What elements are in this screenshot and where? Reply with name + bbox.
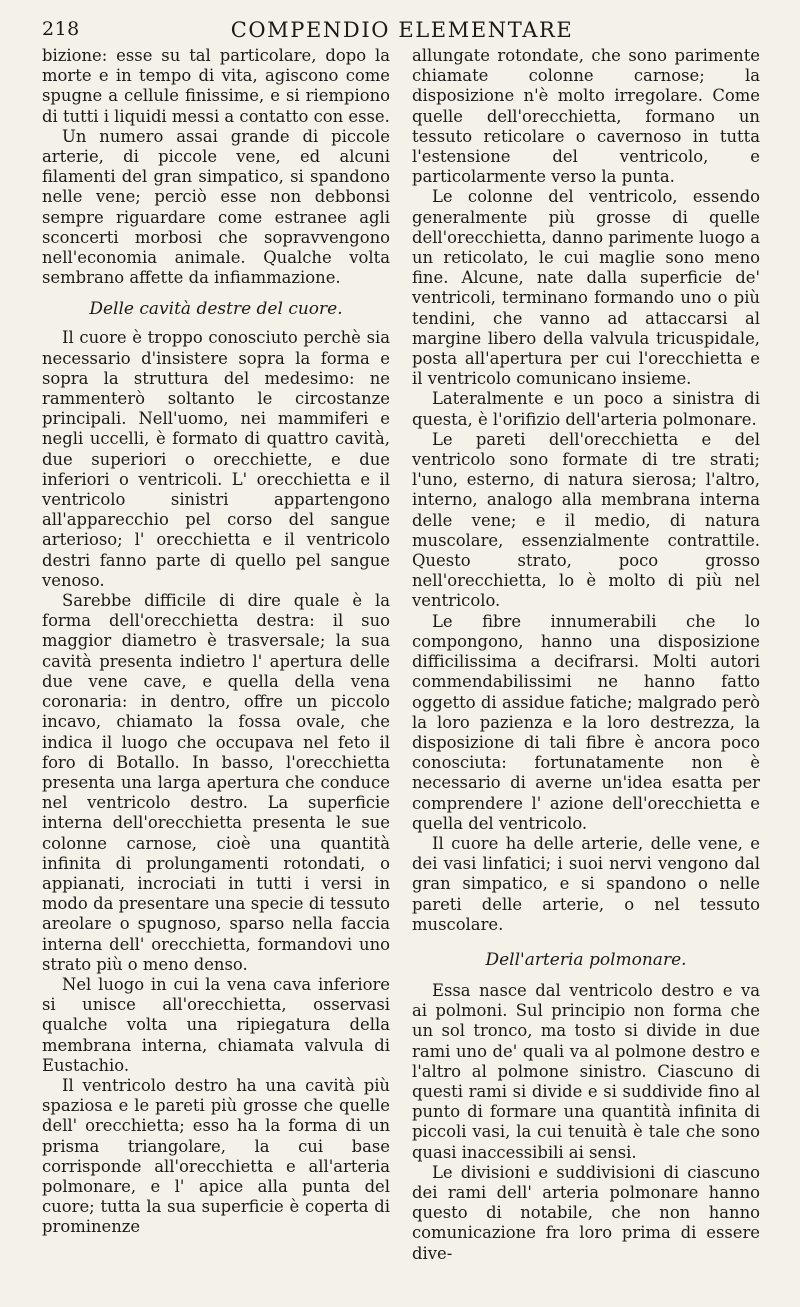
running-head — [42, 18, 762, 48]
paragraph: bizione: esse su tal particolare, dopo la morte e in tempo di vita, agiscono come spugne a cellule finissime, e si riempiono di tutti i liquidi messi a contatto con esse. — [42, 46, 390, 126]
paragraph: Un numero assai grande di piccole arterie, di piccole vene, ed alcuni filamenti del gran simpatico, si spandono nelle vene; perciò esse non debbonsi sempre riguardare come estranee agli sconcerti morbosi che sopravvengono nell'economia animale. Qualche volta sembrano affette da infiammazione. — [42, 126, 390, 288]
paragraph: Il cuore ha delle arterie, delle vene, e dei vasi linfatici; i suoi nervi vengono dal gran simpatico, e si spandono o nelle pareti delle arterie, o nel tessuto muscolare. — [412, 833, 760, 934]
paragraph: Le fibre innumerabili che lo compongono, hanno una disposizione difficilissima a decifrarsi. Molti autori commendabilissimi ne hanno fatto oggetto di assidue fatiche; malgrado però la loro pazienza e la loro destrezza, la disposizione di tali fibre è ancora poco conosciuta: fortunatamente non è necessario di averne un'idea esatta per comprendere l' azione dell'orecchietta e quella del ventricolo. — [412, 611, 760, 833]
paragraph: Il cuore è troppo conosciuto perchè sia necessario d'insistere sopra la forma e sopra la struttura del medesimo: ne rammenterò soltanto le circostanze principali. Nell'uomo, nei mammiferi e negli uccelli, è formato di quattro cavità, due superiori o orecchiette, e due inferiori o ventricoli. L' orecchietta e il ventricolo sinistri appartengono all'apparecchio pel corso del sangue arterioso; l' orecchietta e il ventricolo destri fanno parte di quello pel sangue venoso. — [42, 328, 390, 590]
paragraph: Le divisioni e suddivisioni di ciascuno dei rami dell' arteria polmonare hanno questo di notabile, che non hanno comunicazione fra loro prima di essere dive- — [412, 1162, 760, 1263]
section-heading: Delle cavità destre del cuore. — [89, 299, 343, 320]
running-title: COMPENDIO ELEMENTARE — [230, 18, 574, 42]
right-column — [412, 46, 760, 1264]
left-column — [42, 46, 390, 1238]
paragraph: allungate rotondate, che sono parimente chiamate colonne carnose; la disposizione n'è molto irregolare. Come quelle dell'orecchietta, formano un tessuto reticolare o cavernoso in tutta l'estensione del ventricolo, e particolarmente verso la punta. — [412, 46, 760, 187]
paragraph: Le pareti dell'orecchietta e del ventricolo sono formate di tre strati; l'uno, esterno, di natura sierosa; l'altro, interno, analogo alla membrana interna delle vene; e il medio, di natura muscolare, essenzialmente contrattile. Questo strato, poco grosso nell'orecchietta, lo è molto di più nel ventricolo. — [412, 429, 760, 611]
paragraph: Lateralmente e un poco a sinistra di questa, è l'orifizio dell'arteria polmonare. — [412, 389, 760, 429]
paragraph: Nel luogo in cui la vena cava inferiore si unisce all'orecchietta, osservasi qualche volta una ripiegatura della membrana interna, chiamata valvula di Eustachio. — [42, 974, 390, 1075]
paragraph: Essa nasce dal ventricolo destro e va ai polmoni. Sul principio non forma che un sol tronco, ma tosto si divide in due rami uno de' quali va al polmone destro e l'altro al polmone sinistro. Ciascuno di questi rami si divide e si suddivide fino al punto di formare una quantità infinita di piccoli vasi, la cui tenuità è tale che sono quasi inaccessibili ai sensi. — [412, 980, 760, 1162]
page-number: 218 — [42, 18, 80, 40]
paragraph: Il ventricolo destro ha una cavità più spaziosa e le pareti più grosse che quelle dell' orecchietta; esso ha la forma di un prisma triangolare, la cui base corrisponde all'orecchietta e all'arteria polmonare, e l' apice alla punta del cuore; tutta la sua superficie è coperta di prominenze — [42, 1075, 390, 1237]
paragraph: Le colonne del ventricolo, essendo generalmente più grosse di quelle dell'orecchietta, danno parimente luogo a un reticolato, le cui maglie sono meno fine. Alcune, nate dalla superficie de' ventricoli, terminano formando uno o più tendini, che vanno ad attaccarsi al margine libero della valvula tricuspidale, posta all'apertura per cui l'orecchietta e il ventricolo comunicano insieme. — [412, 187, 760, 389]
paragraph: Sarebbe difficile di dire quale è la forma dell'orecchietta destra: il suo maggior diametro è trasversale; la sua cavità presenta indietro l' apertura delle due vene cave, e quella della vena coronaria: in dentro, offre un piccolo incavo, chiamato la fossa ovale, che indica il luogo che occupava nel feto il foro di Botallo. In basso, l'orecchietta presenta una larga apertura che conduce nel ventricolo destro. La superficie interna dell'orecchietta presenta le sue colonne carnose, cioè una quantità infinita di prolungamenti rotondati, o appianati, incrociati in tutti i versi in modo da presentare una specie di tessuto areolare o spugnoso, sparso nella faccia interna dell' orecchietta, formandovi uno strato più o meno denso. — [42, 591, 390, 974]
section-heading: Dell'arteria polmonare. — [485, 949, 687, 970]
